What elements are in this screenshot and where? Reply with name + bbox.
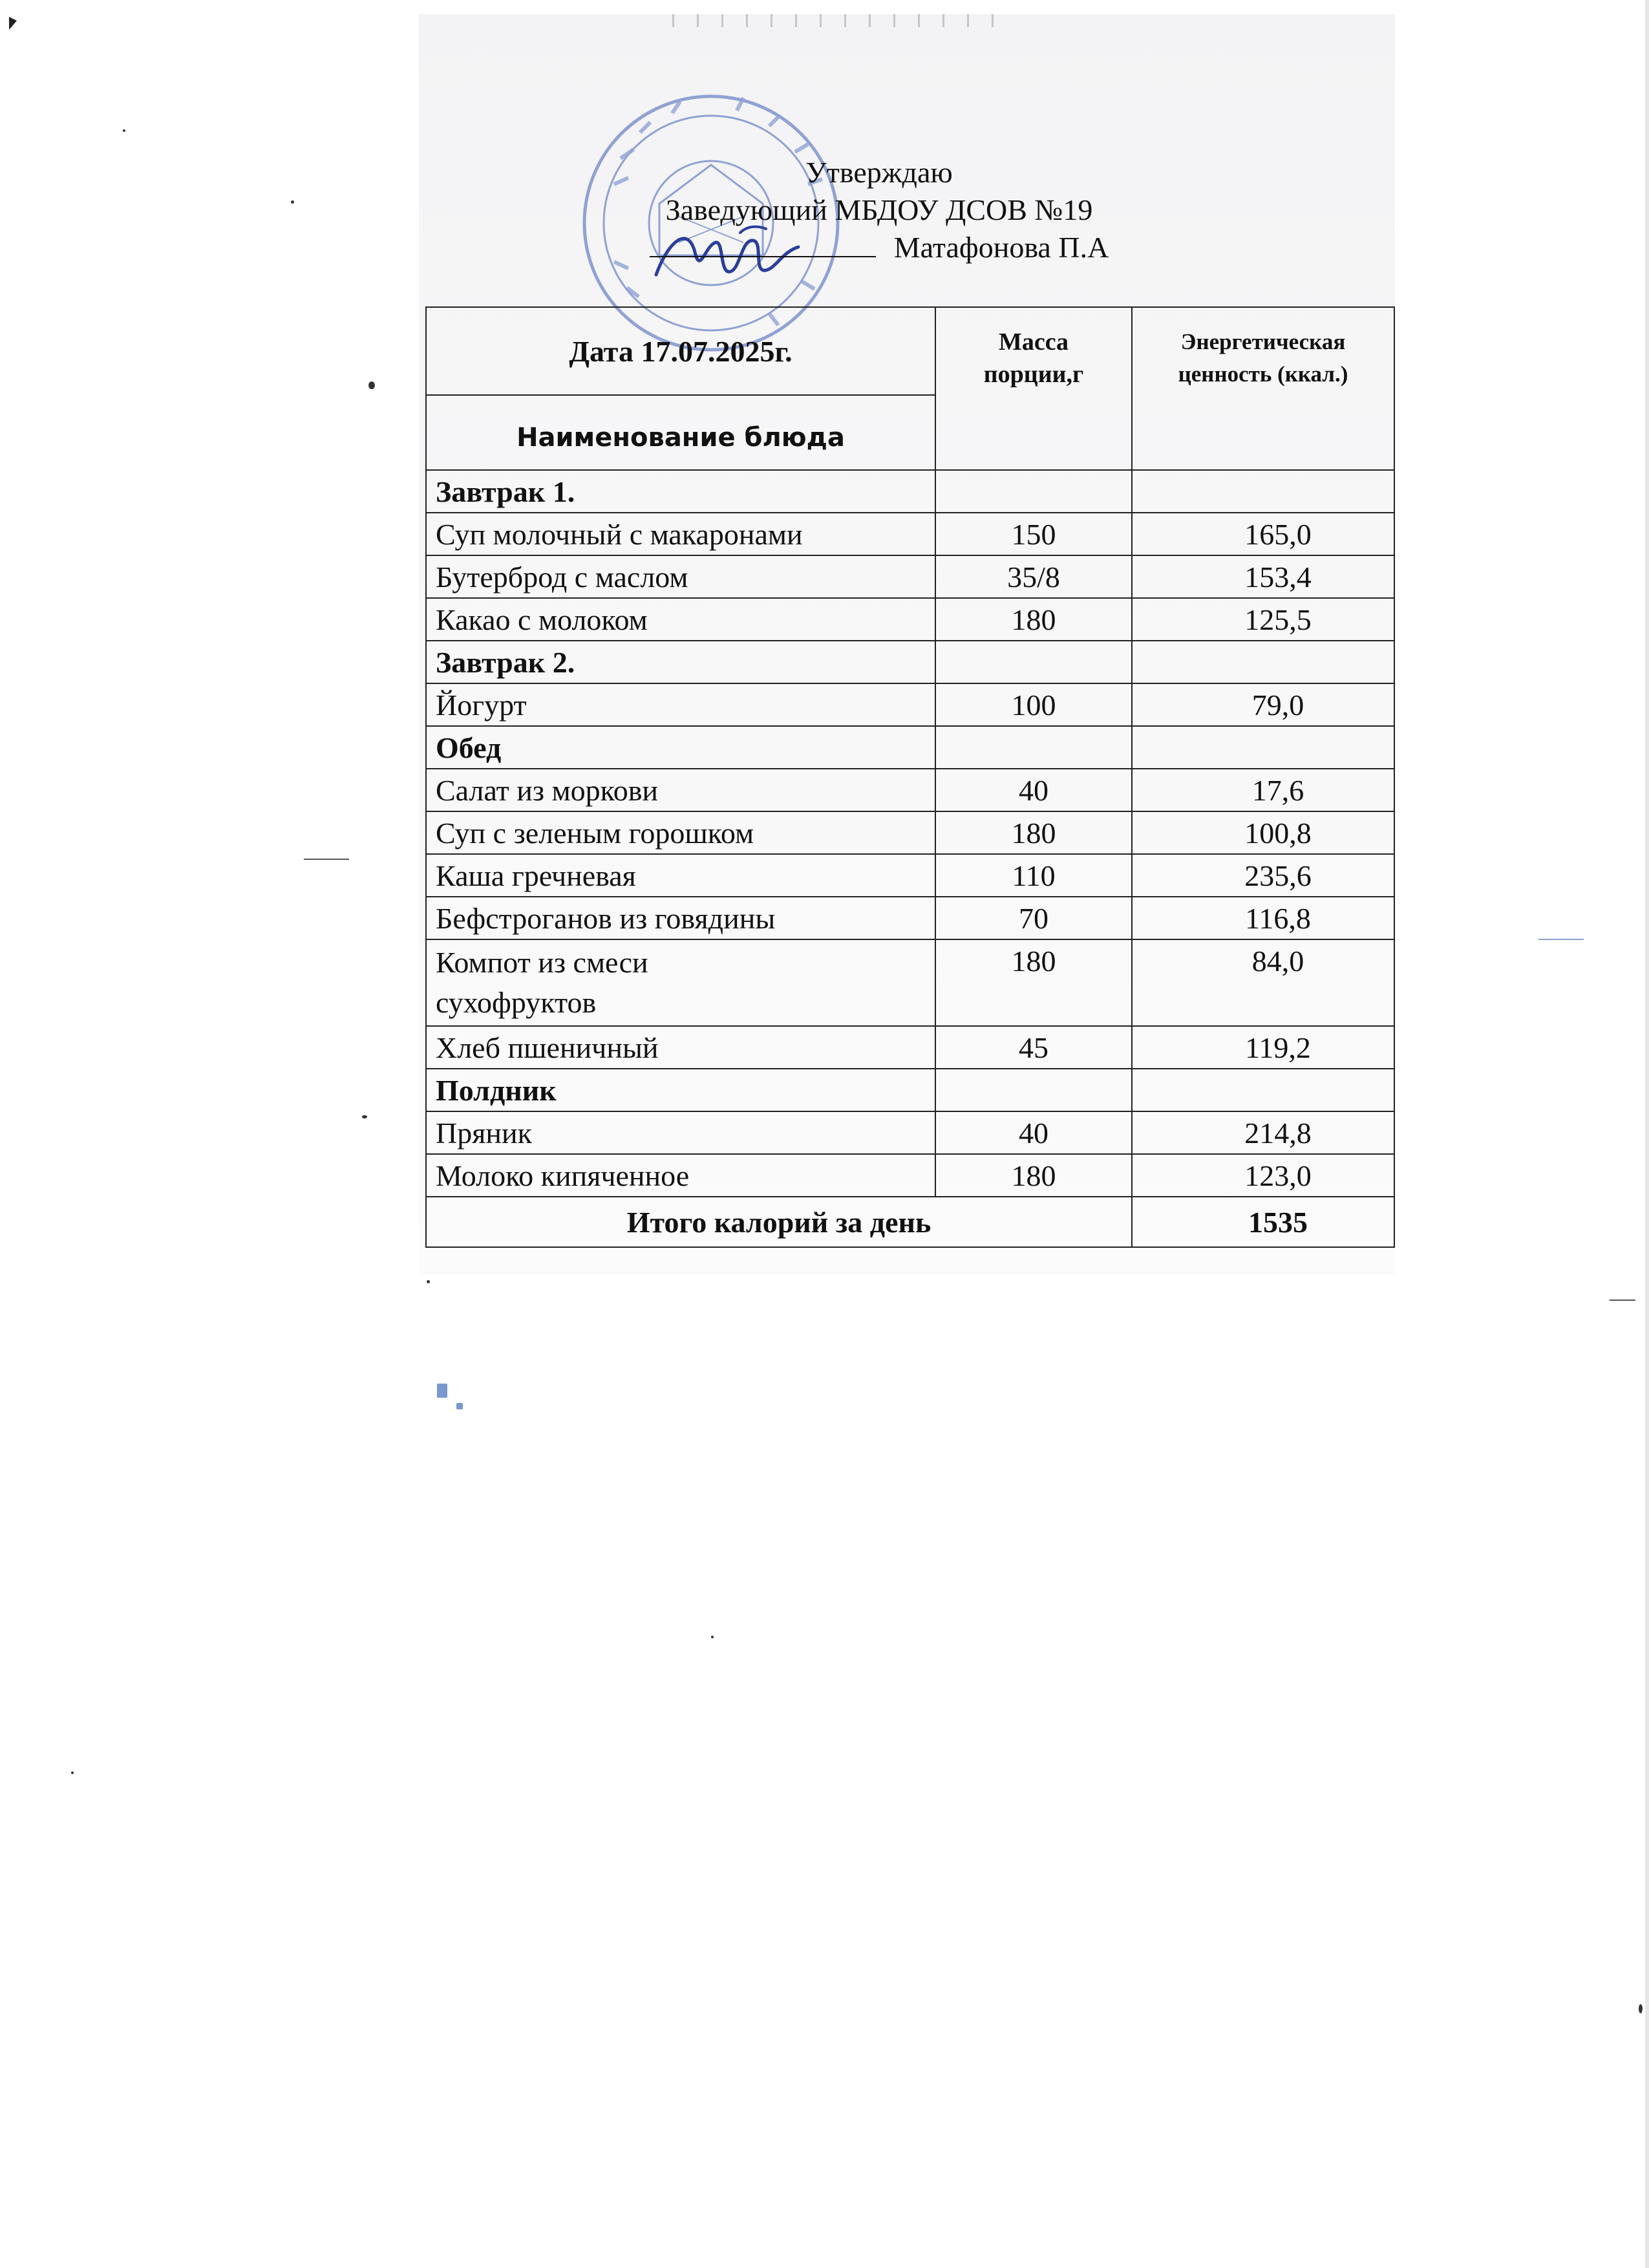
- header-row-date: [426, 307, 1394, 395]
- signature-underline: [650, 231, 876, 257]
- mass-cell: 150: [935, 513, 1132, 555]
- mass-cell: 180: [935, 1154, 1132, 1197]
- energy-cell: 79,0: [1132, 683, 1394, 726]
- table-row: [426, 1026, 1394, 1069]
- scan-speck: [1639, 2004, 1643, 2013]
- scan-speck: [711, 1636, 714, 1638]
- energy-cell: 116,8: [1132, 897, 1394, 939]
- mass-cell: 180: [935, 811, 1132, 854]
- scan-dash: [1538, 939, 1584, 940]
- mass-cell: 45: [935, 1026, 1132, 1069]
- mass-cell: 70: [935, 897, 1132, 939]
- mass-cell: 180: [935, 939, 1132, 1026]
- dish-name-line2: сухофруктов: [436, 986, 597, 1019]
- scan-speck: [362, 1115, 367, 1118]
- table-row: [426, 1069, 1394, 1111]
- approval-signature-line: [556, 229, 1202, 266]
- perforation-marks: [672, 14, 1008, 27]
- dish-name-line1: Компот из смеси: [436, 946, 648, 979]
- mass-cell: 35/8: [935, 555, 1132, 598]
- total-label: Итого калорий за день: [426, 1197, 1132, 1247]
- approval-signer-name: Матафонова П.А: [893, 231, 1109, 264]
- table-row: [426, 811, 1394, 854]
- scan-dash: [304, 859, 349, 860]
- mass-cell: [935, 470, 1132, 513]
- energy-cell: [1132, 641, 1394, 683]
- scan-speck: [71, 1771, 74, 1774]
- approval-position: Заведующий МБДОУ ДСОВ №19: [665, 193, 1093, 226]
- table-row: [426, 769, 1394, 811]
- energy-cell: [1132, 1069, 1394, 1111]
- dish-name-cell: Каша гречневая: [426, 854, 935, 897]
- mass-cell: [935, 1069, 1132, 1111]
- mass-cell: 100: [935, 683, 1132, 726]
- mass-cell: [935, 641, 1132, 683]
- mass-cell: 110: [935, 854, 1132, 897]
- scan-speck: [123, 129, 125, 132]
- dish-name-cell: Салат из моркови: [426, 769, 935, 811]
- energy-cell: 100,8: [1132, 811, 1394, 854]
- table-row: [426, 470, 1394, 513]
- energy-cell: 125,5: [1132, 598, 1394, 641]
- table-row: [426, 513, 1394, 555]
- dish-name-cell: [426, 939, 935, 1026]
- dish-name-cell: Суп молочный с макаронами: [426, 513, 935, 555]
- scan-speck: [291, 200, 294, 204]
- scan-speck: [456, 1403, 463, 1409]
- mass-header: [935, 307, 1132, 470]
- scan-speck: [368, 381, 375, 389]
- dish-name-cell: Бутерброд с маслом: [426, 555, 935, 598]
- dish-name-cell: Пряник: [426, 1111, 935, 1154]
- table-row: [426, 1111, 1394, 1154]
- mass-header-line1: Масса: [998, 328, 1069, 356]
- energy-cell: [1132, 470, 1394, 513]
- table-row: [426, 683, 1394, 726]
- table-row: [426, 897, 1394, 939]
- total-row: [426, 1197, 1394, 1247]
- energy-cell: 119,2: [1132, 1026, 1394, 1069]
- scan-right-edge: [1645, 0, 1649, 2268]
- energy-cell: 17,6: [1132, 769, 1394, 811]
- energy-cell: 165,0: [1132, 513, 1394, 555]
- mass-header-line2: порции,г: [983, 361, 1084, 388]
- date-header: Дата 17.07.2025г.: [426, 307, 935, 395]
- energy-cell: 123,0: [1132, 1154, 1394, 1197]
- dish-name-cell: Молоко кипяченное: [426, 1154, 935, 1197]
- energy-cell: 84,0: [1132, 939, 1394, 1026]
- table-row: [426, 598, 1394, 641]
- approval-block: [556, 154, 1202, 266]
- section-title: Завтрак 1.: [426, 470, 935, 513]
- energy-cell: 214,8: [1132, 1111, 1394, 1154]
- table-row: [426, 1154, 1394, 1197]
- energy-cell: 235,6: [1132, 854, 1394, 897]
- table-row: [426, 555, 1394, 598]
- energy-header-line1: Энергетическая: [1180, 329, 1346, 354]
- table-row: [426, 641, 1394, 683]
- dish-name-cell: Йогурт: [426, 683, 935, 726]
- mass-cell: 180: [935, 598, 1132, 641]
- energy-cell: [1132, 726, 1394, 769]
- dish-name-cell: Бефстроганов из говядины: [426, 897, 935, 939]
- scan-speck: [427, 1280, 430, 1283]
- table-row: [426, 939, 1394, 1026]
- mass-cell: 40: [935, 1111, 1132, 1154]
- energy-header: [1132, 307, 1394, 470]
- dish-name-cell: Хлеб пшеничный: [426, 1026, 935, 1069]
- menu-table: [425, 306, 1395, 1248]
- approval-title: Утверждаю: [805, 156, 953, 189]
- mass-cell: [935, 726, 1132, 769]
- mass-cell: 40: [935, 769, 1132, 811]
- dish-name-cell: Суп с зеленым горошком: [426, 811, 935, 854]
- total-value: 1535: [1132, 1197, 1394, 1247]
- table-row: [426, 854, 1394, 897]
- energy-header-line2: ценность (ккал.): [1178, 361, 1348, 387]
- section-title: Обед: [426, 726, 935, 769]
- section-title: Полдник: [426, 1069, 935, 1111]
- table-row: [426, 726, 1394, 769]
- scan-dash: [1610, 1300, 1635, 1301]
- scan-corner-mark: [9, 17, 17, 30]
- dish-name-header: Наименование блюда: [426, 395, 935, 470]
- section-title: Завтрак 2.: [426, 641, 935, 683]
- energy-cell: 153,4: [1132, 555, 1394, 598]
- dish-name-cell: Какао с молоком: [426, 598, 935, 641]
- scan-speck: [437, 1384, 447, 1398]
